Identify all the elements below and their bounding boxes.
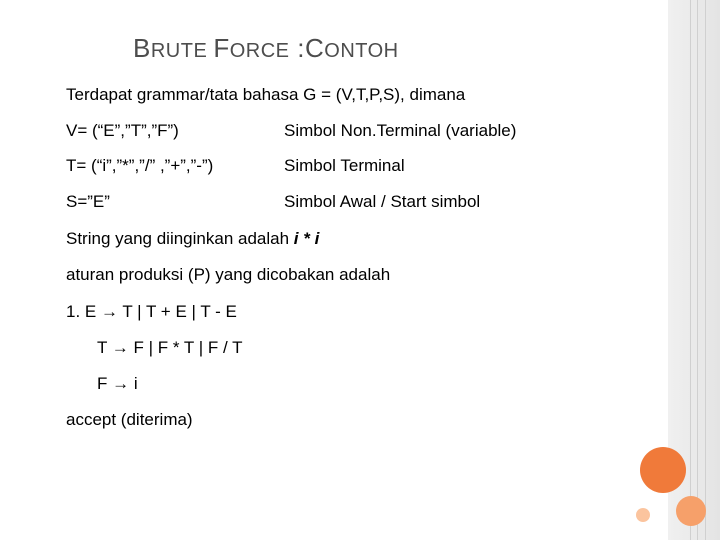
definition-terminal-desc: Simbol Terminal [284,156,405,175]
production-rule-e: 1. E → T | T + E | T - E [66,302,237,321]
production-rule-t: T → F | F * T | F / T [97,338,243,357]
rules-intro: aturan produksi (P) yang dicobakan adalah [66,265,391,284]
frame-line [697,0,698,540]
frame-line [690,0,691,540]
decor-circle-small [676,496,706,526]
result-text: accept (diterima) [66,410,193,429]
definition-variable-desc: Simbol Non.Terminal (variable) [284,121,517,140]
definition-start: S=”E” [66,192,110,211]
definition-start-desc: Simbol Awal / Start simbol [284,192,481,211]
decor-circle-large [640,447,686,493]
target-string-value: i * i [293,229,320,248]
production-rule-f: F → i [97,374,138,393]
definition-variable: V= (“E”,”T”,”F”) [66,121,179,140]
intro-text: Terdapat grammar/tata bahasa G = (V,T,P,S), dimana [66,85,466,104]
frame-line [705,0,706,540]
slide-title: BRUTE FORCE :CONTOH [133,33,399,63]
target-string-prefix: String yang diinginkan adalah [66,229,294,248]
decor-circle-tiny [636,508,650,522]
target-string [66,229,319,249]
definition-terminal: T= (“i”,”*”,”/” ,”+”,”-”) [66,156,214,175]
